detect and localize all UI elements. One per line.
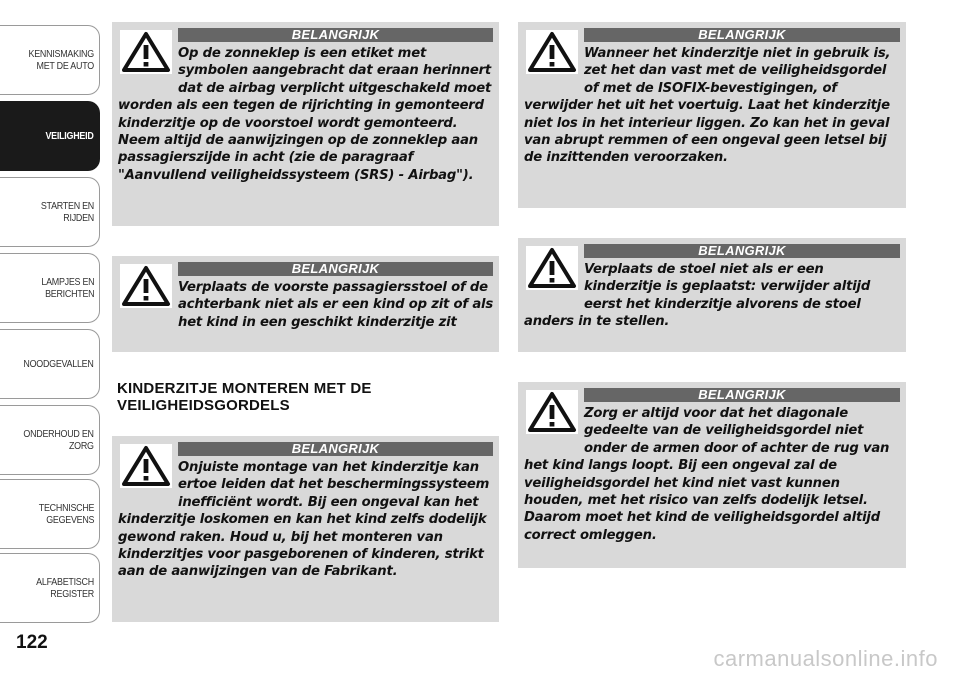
warning-box-front-seat bbox=[112, 256, 499, 352]
warning-triangle-icon bbox=[120, 264, 172, 308]
warning-text: Zorg er altijd voor dat het diagonale gedeelte van de veiligheidsgordel niet onder de armen door of achter de rug van het kind langs loopt. Bij een ongeval zal de veiligheidsgordel het kind niet vast kunnen houden, met het risico van zelfs dodelijk letsel. Daarom moet het kind de veiligheidsgordel altijd correct omleggen. bbox=[524, 406, 890, 543]
warning-text: Verplaats de stoel niet als er een kinderzitje is geplaatst: verwijder altijd eerst het kinderzitje alvorens de stoel anders in te stellen. bbox=[524, 262, 871, 330]
tab-starten-en-rijden[interactable] bbox=[0, 177, 100, 247]
warning-triangle-icon bbox=[120, 30, 172, 74]
warning-title: BELANGRIJK bbox=[178, 262, 493, 276]
warning-text: Wanneer het kinderzitje niet in gebruik is, zet het dan vast met de veiligheidsgordel of met de ISOFIX-bevestigingen, of verwijder het uit het voertuig. Laat het kinderzitje niet los in het interieur liggen. Zo kan het in geval van abrupt remmen of een ongeval geen letsel bij de inzittenden veroorzaken. bbox=[524, 46, 891, 166]
warning-box-diagonal-belt bbox=[518, 382, 906, 568]
tab-noodgevallen[interactable] bbox=[0, 329, 100, 399]
tab-label: LAMPJES EN BERICHTEN bbox=[40, 276, 94, 300]
warning-box-sun-visor bbox=[112, 22, 499, 226]
tab-label: KENNISMAKING MET DE AUTO bbox=[28, 48, 94, 72]
tab-onderhoud-en-zorg[interactable] bbox=[0, 405, 100, 475]
warning-text: Onjuiste montage van het kinderzitje kan ertoe leiden dat het beschermingssysteem inefficiënt wordt. Bij een ongeval kan het kinderzitje loskomen en kan het kind zelfs dodelijk gewond raken. Houd u, bij het monteren van kinderzitjes voor pasgeborenen of kinderen, strikt aan de aanwijzingen van de Fabrikant. bbox=[118, 460, 490, 580]
warning-box-unused-seat bbox=[518, 22, 906, 208]
warning-box-move-seat bbox=[518, 238, 906, 352]
warning-triangle-icon bbox=[120, 444, 172, 488]
tab-label: TECHNISCHE GEGEVENS bbox=[38, 502, 94, 526]
tab-technische-gegevens[interactable] bbox=[0, 479, 100, 549]
warning-text: Verplaats de voorste passagiersstoel of de achterbank niet als er een kind op zit of als het kind in een geschikt kinderzitje zit bbox=[178, 280, 494, 330]
warning-text: Op de zonneklep is een etiket met symbolen aangebracht dat eraan herinnert dat de airbag verplicht uitgeschakeld moet worden als een tegen de rijrichting in gemonteerd kinderzitje op de voorstoel wordt gemonteerd. Neem altijd de aanwijzingen op de zonneklep aan passagierszijde in acht (zie de paragraaf "Aanvullend veiligheidssysteem (SRS) - Airbag"). bbox=[118, 46, 492, 183]
page-number: 122 bbox=[16, 632, 48, 653]
warning-triangle-icon bbox=[526, 30, 578, 74]
warning-title: BELANGRIJK bbox=[584, 28, 900, 42]
warning-title: BELANGRIJK bbox=[178, 442, 493, 456]
tab-label: NOODGEVALLEN bbox=[23, 358, 94, 370]
watermark: carmanualsonline.info bbox=[713, 646, 938, 671]
warning-triangle-icon bbox=[526, 246, 578, 290]
warning-title: BELANGRIJK bbox=[584, 388, 900, 402]
tab-label: STARTEN EN RIJDEN bbox=[40, 200, 94, 224]
warning-box-incorrect-mounting bbox=[112, 436, 499, 622]
warning-triangle-icon bbox=[526, 390, 578, 434]
tab-label: ALFABETISCH REGISTER bbox=[36, 576, 94, 600]
tab-kennismaking[interactable] bbox=[0, 25, 100, 95]
tab-veiligheid[interactable] bbox=[0, 101, 100, 171]
tab-label: VEILIGHEID bbox=[45, 130, 94, 142]
warning-title: BELANGRIJK bbox=[584, 244, 900, 258]
tab-label: ONDERHOUD EN ZORG bbox=[23, 428, 94, 452]
warning-title: BELANGRIJK bbox=[178, 28, 493, 42]
tab-alfabetisch-register[interactable] bbox=[0, 553, 100, 623]
section-heading: KINDERZITJE MONTEREN MET DE VEILIGHEIDSGORDELS bbox=[117, 380, 372, 414]
tab-lampjes-en-berichten[interactable] bbox=[0, 253, 100, 323]
